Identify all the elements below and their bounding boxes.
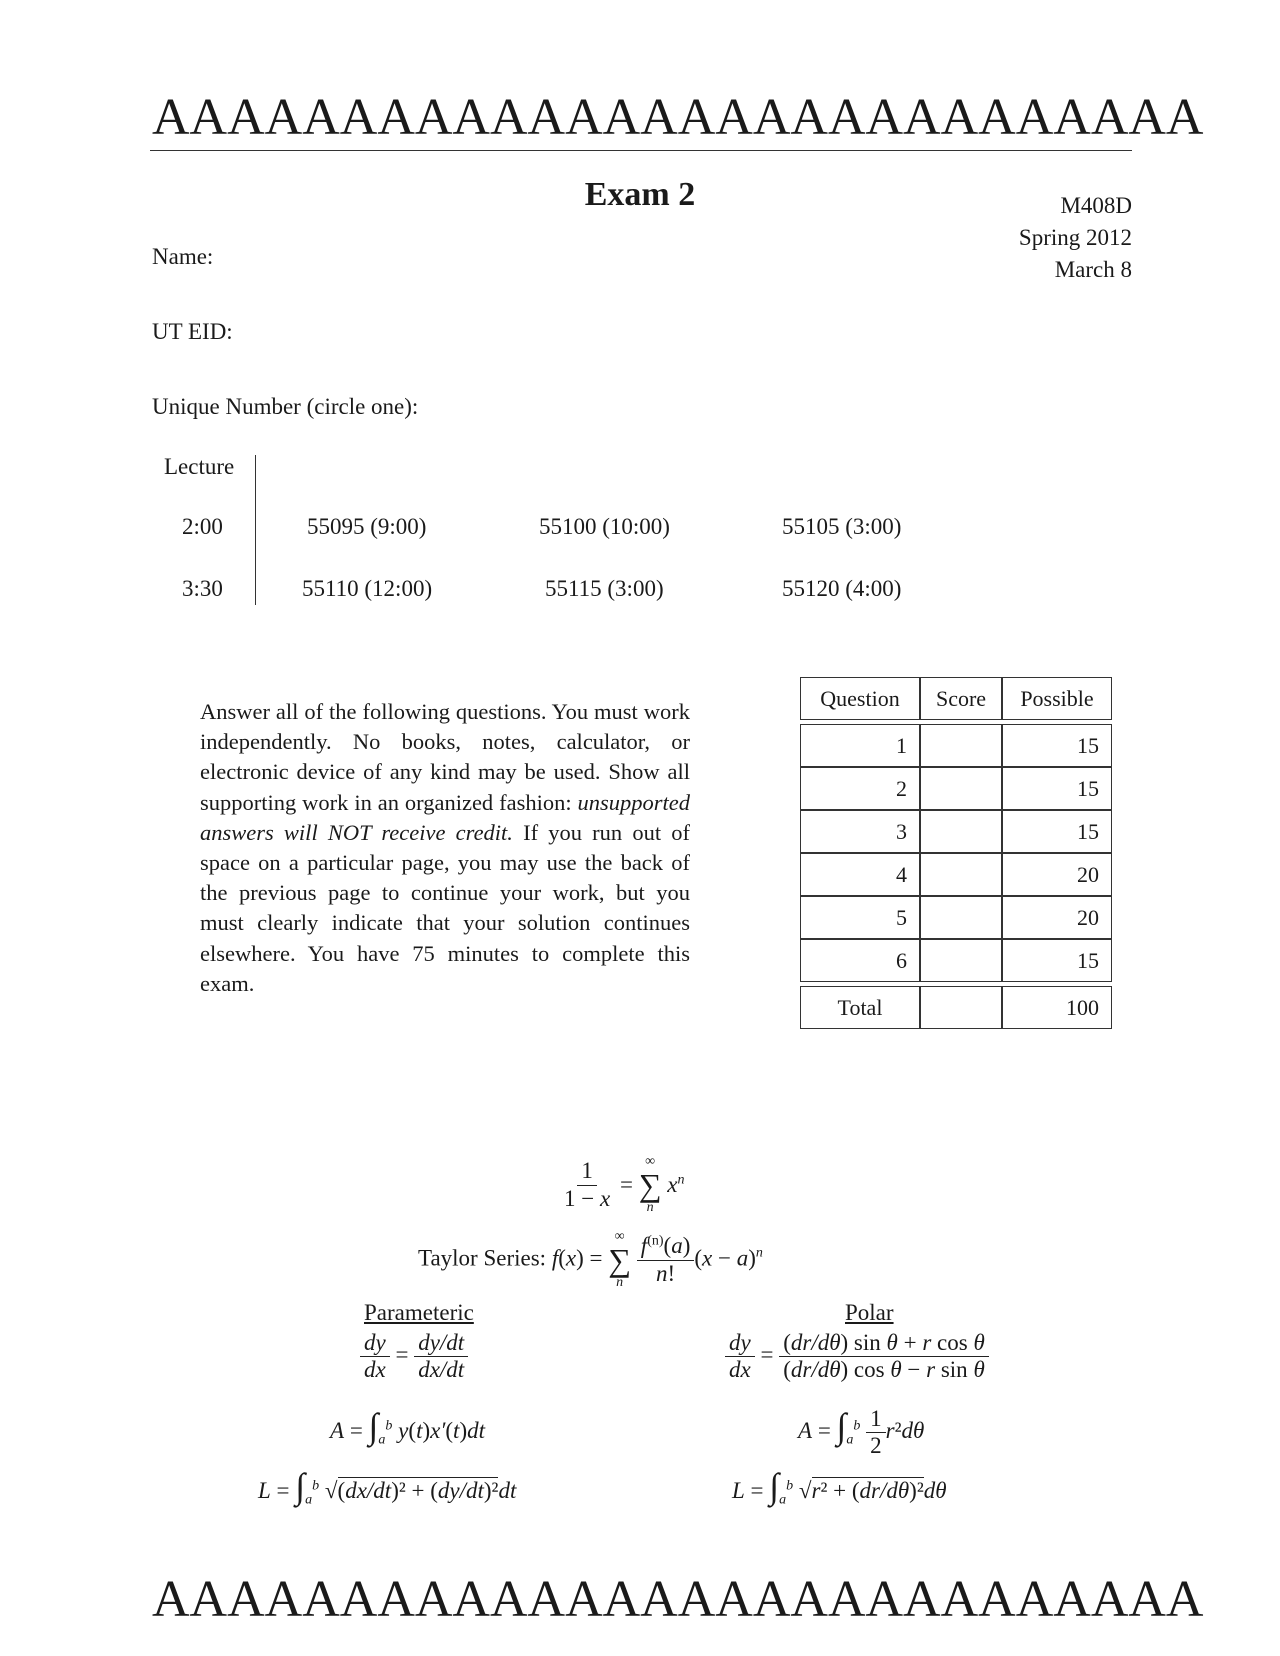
total-row bbox=[800, 986, 1112, 1029]
top-banner: AAAAAAAAAAAAAAAAAAAAAAAAAAAA bbox=[152, 89, 1204, 146]
table-row bbox=[800, 896, 1112, 939]
polar-derivative-formula: $\frac{dy}{dx}$ = $\frac{\text{(dr/dθ) sin θ + r cos θ}}{\text{(dr/dθ) cos θ − r sin θ}}$ bbox=[725, 1330, 989, 1384]
total-score-cell[interactable] bbox=[920, 986, 1002, 1029]
section-option[interactable]: 55110 (12:00) bbox=[302, 576, 433, 601]
eid-field-label: UT EID: bbox=[152, 319, 233, 344]
score-cell[interactable] bbox=[920, 853, 1002, 896]
lecture-time: 3:30 bbox=[182, 576, 223, 601]
possible-points: 15 bbox=[1002, 939, 1112, 982]
column-header: Question bbox=[800, 677, 920, 720]
instructions-paragraph bbox=[200, 697, 690, 999]
table-row bbox=[800, 724, 1112, 767]
exam-date: March 8 bbox=[1054, 257, 1132, 282]
question-number: 5 bbox=[800, 896, 920, 939]
taylor-label: Taylor Series: bbox=[418, 1245, 547, 1271]
section-option[interactable]: 55120 (4:00) bbox=[782, 576, 902, 601]
column-header: Possible bbox=[1002, 677, 1112, 720]
score-cell[interactable] bbox=[920, 724, 1002, 767]
section-option[interactable]: 55115 (3:00) bbox=[545, 576, 664, 601]
column-header: Score bbox=[920, 677, 1002, 720]
section-option[interactable]: 55105 (3:00) bbox=[782, 514, 902, 539]
bottom-banner: AAAAAAAAAAAAAAAAAAAAAAAAAAAA bbox=[152, 1571, 1204, 1628]
score-cell[interactable] bbox=[920, 896, 1002, 939]
parametric-heading: Parameteric bbox=[364, 1300, 474, 1325]
table-row bbox=[800, 853, 1112, 896]
course-info bbox=[1019, 190, 1132, 286]
question-number: 3 bbox=[800, 810, 920, 853]
section-option[interactable]: 55100 (10:00) bbox=[539, 514, 670, 539]
question-number: 4 bbox=[800, 853, 920, 896]
possible-points: 15 bbox=[1002, 767, 1112, 810]
header-rule bbox=[150, 150, 1132, 151]
question-number: 1 bbox=[800, 724, 920, 767]
section-divider bbox=[255, 455, 256, 605]
instructions-text: Answer all of the following questions. You must work independently. No books, notes, calculator, or electronic device of any kind may be used. Show all supporting work in an organized fashion: bbox=[200, 699, 690, 815]
score-cell[interactable] bbox=[920, 767, 1002, 810]
instructions-emphasis: unsupported answers will NOT receive credit. bbox=[200, 789, 690, 845]
possible-points: 15 bbox=[1002, 810, 1112, 853]
score-cell[interactable] bbox=[920, 939, 1002, 982]
table-row bbox=[800, 767, 1112, 810]
possible-points: 20 bbox=[1002, 896, 1112, 939]
parametric-area-formula: $A = \int_a^b$ y(t)x′(t)dt bbox=[330, 1406, 485, 1448]
polar-heading: Polar bbox=[845, 1300, 894, 1325]
instructions-text: If you run out of space on a particular page, you may use the back of the previous page to continue your work, but you must clearly indicate that your solution continues elsewhere. You have 75 minutes to complete this exam. bbox=[200, 819, 690, 996]
table-row bbox=[800, 810, 1112, 853]
total-label: Total bbox=[800, 986, 920, 1029]
course-code: M408D bbox=[1060, 193, 1132, 218]
geometric-series-formula: $\frac{1}{1 - x}$ = ∞ ∑ n $x^n$ bbox=[564, 1154, 685, 1215]
parametric-derivative-formula: $\frac{dy}{dx}$ = $\frac{dy/dt}{dx/dt}$ bbox=[360, 1330, 468, 1384]
polar-area-formula: $A = \int_a^b$ $\frac{1}{2}$ r²dθ bbox=[798, 1405, 925, 1459]
course-term: Spring 2012 bbox=[1018, 225, 1132, 250]
lecture-time: 2:00 bbox=[182, 514, 223, 539]
score-table bbox=[800, 677, 1112, 1029]
lecture-label: Lecture bbox=[164, 454, 235, 479]
possible-points: 15 bbox=[1002, 724, 1112, 767]
question-number: 2 bbox=[800, 767, 920, 810]
table-row bbox=[800, 939, 1112, 982]
possible-points: 20 bbox=[1002, 853, 1112, 896]
score-cell[interactable] bbox=[920, 810, 1002, 853]
polar-arc-length-formula: $L = \int_a^b$ √r² + (dr/dθ)²dθ bbox=[732, 1466, 947, 1508]
question-number: 6 bbox=[800, 939, 920, 982]
total-possible: 100 bbox=[1002, 986, 1112, 1029]
unique-number-label: Unique Number (circle one): bbox=[152, 394, 419, 419]
taylor-series-formula: Taylor Series: f(x) = ∞ ∑ n $\frac{f^{(n)}(a)}{n!}$ $(x - a)^n$ bbox=[418, 1229, 763, 1290]
exam-title: Exam 2 bbox=[584, 176, 696, 213]
parametric-arc-length-formula: $L = \int_a^b$ √(dx/dt)² + (dy/dt)²dt bbox=[258, 1466, 517, 1508]
score-table-header bbox=[800, 677, 1112, 720]
name-field-label: Name: bbox=[152, 244, 214, 269]
section-option[interactable]: 55095 (9:00) bbox=[307, 514, 427, 539]
